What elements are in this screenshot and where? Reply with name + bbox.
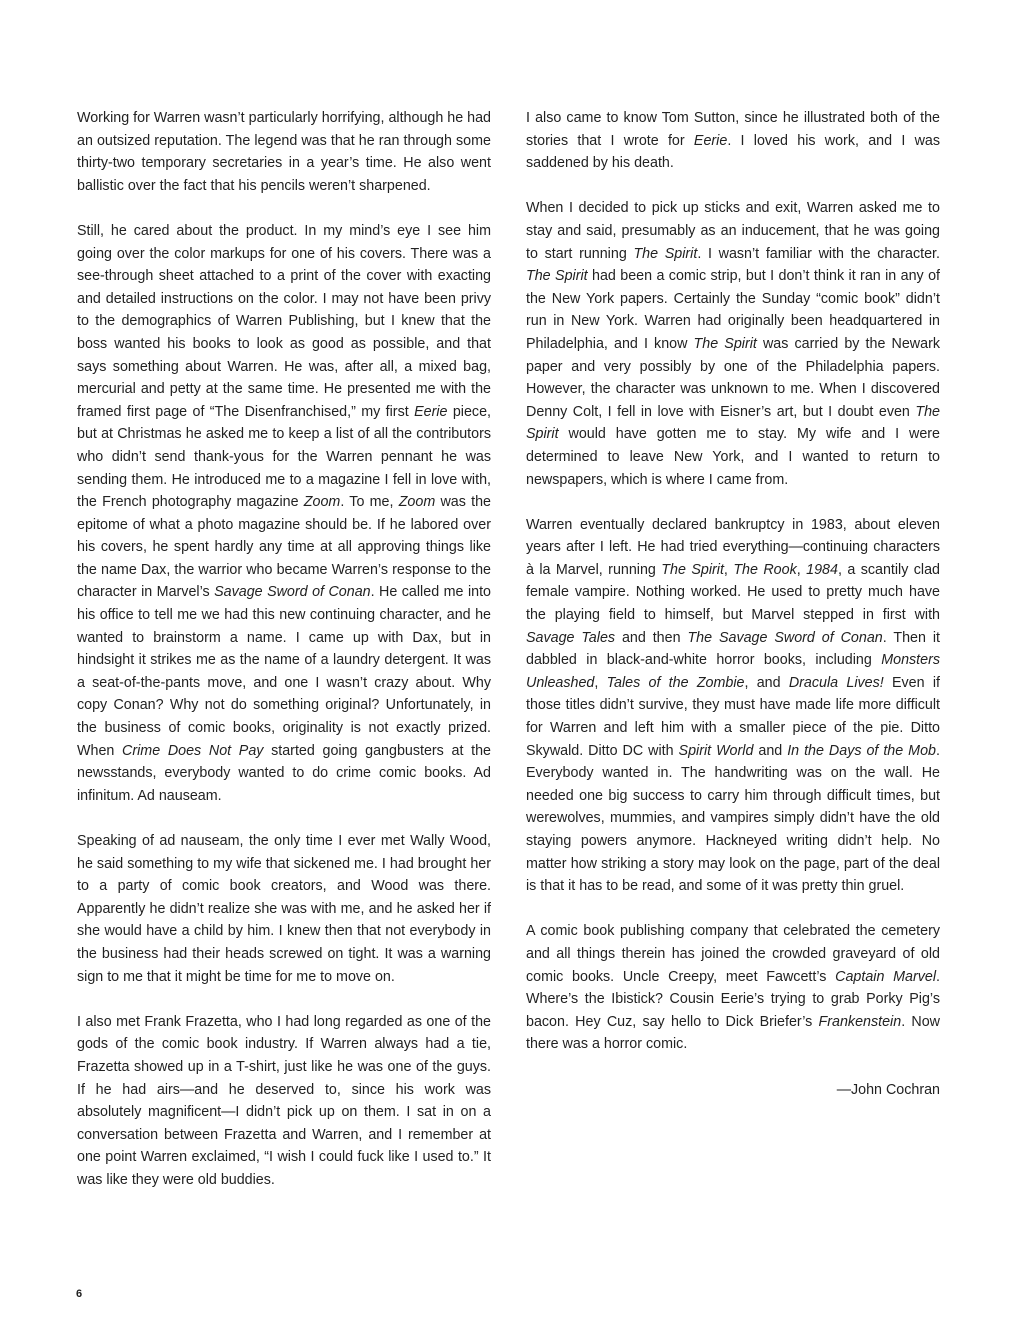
- title-italic: Crime Does Not Pay: [122, 742, 264, 759]
- paragraph: I also met Frank Frazetta, who I had long regarded as one of the gods of the comic book industry. If Warren always had a tie, Frazetta showed up in a T-shirt, just like he was one of the guys. If he had airs—and he deserved to, since his work was absolutely magnificent—I didn’t pick up on them. I sat in on a conversation between Frazetta and Warren, and I remember at one point Warren exclaimed, “I wish I could fuck like I used to.” It was like they were old buddies.: [77, 1013, 491, 1188]
- title-italic: Zoom: [398, 494, 436, 511]
- title-italic: Savage Tales: [526, 629, 616, 646]
- title-italic: The Spirit: [693, 335, 757, 352]
- title-italic: Tales of the Zombie: [606, 674, 745, 691]
- title-italic: Captain Marvel: [835, 968, 937, 985]
- title-italic: The Savage Sword of Conan: [687, 629, 883, 646]
- title-italic: In the Days of the Mob: [787, 742, 936, 759]
- paragraph: Still, he cared about the product. In my mind’s eye I see him going over the color markups for one of his covers. There was a see-through sheet attached to a print of the cover with exacting and detailed instructions on the color. I may not have been privy to the demographics of Warren Publishing, but I knew that the boss wanted his books to look as good as possible, and that says something about Warren. He was, after all, a mixed bag, mercurial and petty at the same time. He presented me with the framed first page of “The Disenfranchised,” my first Eerie piece, but at Christmas he asked me to keep a list of all the contributors who didn’t send thank-yous for the Warren pennant he was sending them. He introduced me to a magazine I fell in love with, the French photography magazine Zoom. To me, Zoom was the epitome of what a photo magazine should be. If he labored over his covers, he spent hardly any time at all approving things like the name Dax, the warrior who became Warren’s response to the character in Marvel’s Savage Sword of Conan. He called me into his office to tell me we had this new continuing character, and he wanted to brainstorm a name. I came up with Dax, but in hindsight it strikes me as the name of a laundry detergent. It was a seat-of-the-pants move, and one I wasn’t crazy about. Why copy Conan? Why not do something original? Unfortunately, in the business of comic books, originality is not exactly prized. When Crime Does Not Pay started going gangbusters at the newsstands, everybody wanted to do crime comic books. Ad infinitum. Ad nauseam.: [77, 222, 492, 804]
- author-signature: —John Cochran: [836, 1081, 940, 1098]
- paragraph: Working for Warren wasn’t particularly horrifying, although he had an outsized reputation. The legend was that he ran through some thirty-two temporary secretaries in a year’s time. He also went ballistic over the fact that his pencils weren’t sharpened.: [77, 110, 492, 194]
- title-italic: The Rook: [733, 561, 797, 578]
- title-italic: The Spirit: [633, 245, 698, 262]
- title-italic: Dracula Lives!: [788, 674, 884, 691]
- paragraph: Speaking of ad nauseam, the only time I ever met Wally Wood, he said something to my wife that sickened me. I had brought her to a party of comic book creators, and Wood was there. Apparently he didn’t realize she was with me, and he asked her if she would have a child by him. I knew then that not everybody in the business had their heads screwed on tight. It was a warning sign to me that it might be time for me to move on.: [77, 833, 491, 985]
- title-italic: Zoom: [303, 494, 341, 511]
- title-italic: The Spirit: [661, 561, 724, 578]
- title-italic: 1984: [806, 561, 838, 578]
- paragraph: When I decided to pick up sticks and exit, Warren asked me to stay and said, presumably as an inducement, that he was going to start running The Spirit. I wasn’t familiar with the character. The Spirit had been a comic strip, but I don’t think it ran in any of the New York papers. Certainly the Sunday “comic book” didn’t run in New York. Warren had originally been headquartered in Philadelphia, and I know The Spirit was carried by the Newark paper and very possibly by one of the Philadelphia papers. However, the character was unknown to me. When I discovered Denny Colt, I fell in love with Eisner’s art, but I doubt even The Spirit would have gotten me to stay. My wife and I were determined to leave New York, and I wanted to return to newspapers, which is where I came from.: [526, 200, 940, 488]
- left-column: [77, 107, 491, 1214]
- title-italic: The Spirit: [526, 403, 940, 443]
- title-italic: Eerie: [693, 132, 728, 149]
- paragraph: I also came to know Tom Sutton, since he illustrated both of the stories that I wrote for Eerie. I loved his work, and I was saddened by his death.: [526, 110, 940, 172]
- right-column: [526, 107, 940, 1124]
- title-italic: Savage Sword of Conan: [214, 584, 371, 601]
- title-italic: Monsters Unleashed: [526, 652, 940, 691]
- title-italic: Frankenstein: [818, 1013, 902, 1030]
- page-number: 6: [76, 1288, 83, 1300]
- paragraph: Warren eventually declared bankruptcy in 1983, about eleven years after I left. He had tried everything—continuing characters à la Marvel, running The Spirit, The Rook, 1984, a scantily clad female vampire. Nothing worked. He used to pretty much have the playing field to himself, but Marvel stepped in first with Savage Tales and then The Savage Sword of Conan. Then it dabbled in black-and-white horror books, including Monsters Unleashed, Tales of the Zombie, and Dracula Lives! Even if those titles didn’t survive, they must have made life more difficult for Warren and left him with a smaller piece of the pie. Ditto Skywald. Ditto DC with Spirit World and In the Days of the Mob. Everybody wanted in. The handwriting was on the wall. He needed one big success to carry him through difficult times, but werewolves, mummies, and vampires simply didn’t have the old staying powers anymore. Hackneyed writing didn’t help. No matter how striking a story may look on the page, part of the deal is that it has to be read, and some of it was pretty thin gruel.: [526, 516, 941, 895]
- title-italic: Spirit World: [678, 742, 754, 759]
- title-italic: The Spirit: [526, 268, 588, 285]
- paragraph: A comic book publishing company that celebrated the cemetery and all things therein has joined the crowded graveyard of old comic books. Uncle Creepy, meet Fawcett’s Captain Marvel. Where’s the Ibistick? Cousin Eerie’s trying to grab Porky Pig’s bacon. Hey Cuz, say hello to Dick Briefer’s Frankenstein. Now there was a horror comic.: [526, 923, 940, 1053]
- title-italic: Eerie: [414, 403, 448, 420]
